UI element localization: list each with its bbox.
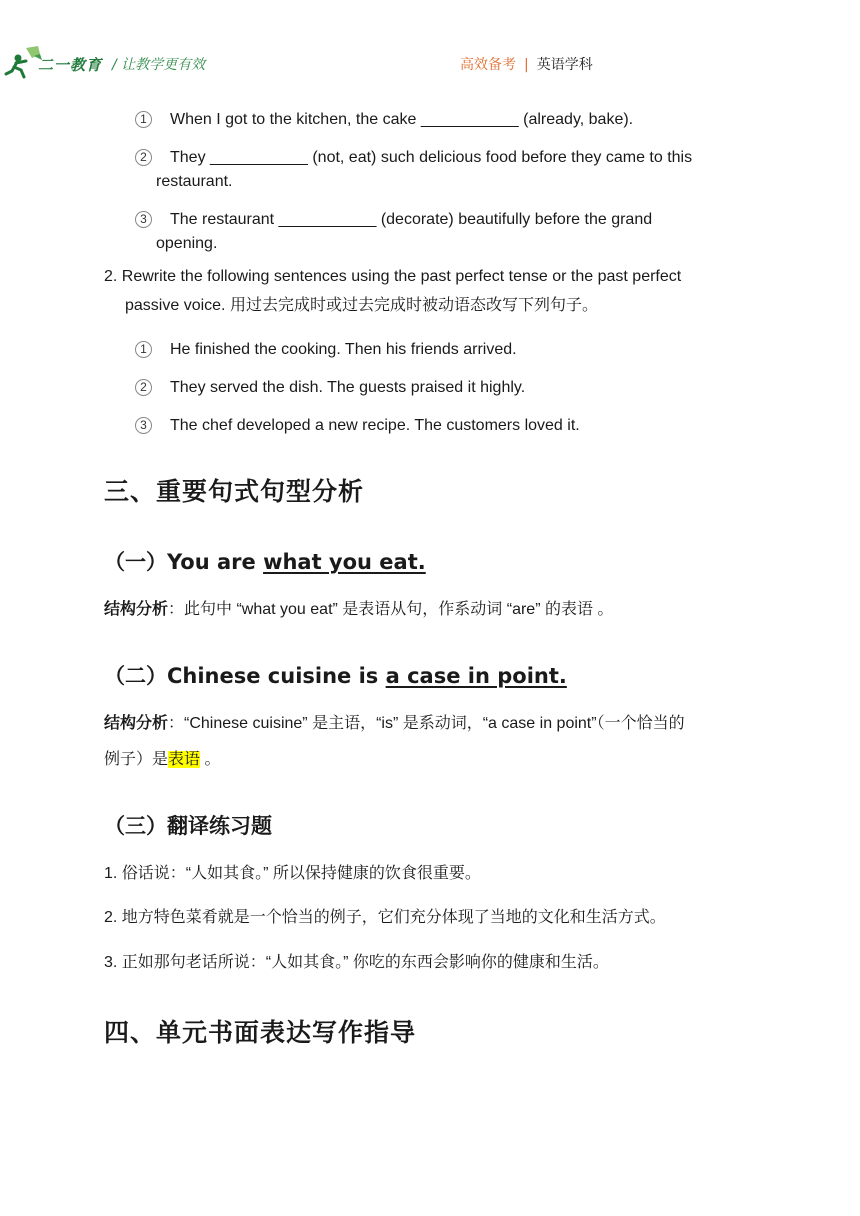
page-header — [0, 0, 860, 80]
sentence2-prefix: （二）Chinese cuisine is — [104, 664, 386, 688]
sentence2-analysis-line2 — [104, 748, 220, 772]
analysis-text-pre: 例子）是 — [104, 751, 169, 768]
header-right — [460, 54, 593, 74]
analysis-label: 结构分析 — [104, 601, 169, 618]
translation-item-1: 1. 俗话说：“人如其食。” 所以保持健康的饮食很重要。 — [104, 865, 481, 882]
exercise2-instruction-line1: 2. Rewrite the following sentences using the past perfect tense or the past perfect — [104, 268, 682, 285]
item-number-badge: 3 — [135, 417, 152, 434]
exercise1-item-3-line1: The restaurant ___________ (decorate) beautifully before the grand — [170, 211, 653, 228]
highlighted-term: 表语 — [168, 751, 201, 768]
exercise2-item-1: He finished the cooking. Then his friends arrived. — [170, 341, 517, 358]
sentence2-underlined: a case in point. — [385, 664, 567, 688]
sentence1-heading — [104, 546, 426, 576]
translation-heading: （三）翻译练习题 — [104, 814, 272, 838]
translation-item-3: 3. 正如那句老话所说：“人如其食。” 你吃的东西会影响你的健康和生活。 — [104, 954, 609, 971]
sentence1-underlined: what you eat. — [263, 550, 426, 574]
sentence2-heading — [104, 660, 567, 690]
exercise2-item-3: The chef developed a new recipe. The customers loved it. — [170, 417, 580, 434]
item-number-badge: 3 — [135, 211, 152, 228]
exercise1-item-2-line2: restaurant. — [156, 173, 233, 190]
header-subject-label: 英语学科 — [536, 57, 593, 73]
analysis-label: 结构分析 — [104, 715, 169, 732]
analysis-text: ：此句中 “what you eat” 是表语从句，作系动词 “are” 的表语 。 — [168, 601, 614, 618]
translation-item-2: 2. 地方特色菜肴就是一个恰当的例子，它们充分体现了当地的文化和生活方式。 — [104, 909, 666, 926]
brand-name: 二一教育 — [38, 56, 103, 74]
section4-title: 四、单元书面表达写作指导 — [104, 1018, 417, 1047]
exercise2-instruction-line2: passive voice. 用过去完成时或过去完成时被动语态改写下列句子。 — [125, 297, 598, 314]
sentence2-analysis-line1 — [104, 712, 685, 736]
exercise1-item-3-line2: opening. — [156, 235, 218, 252]
section3-title: 三、重要句式句型分析 — [104, 477, 365, 506]
exercise1-item-1: When I got to the kitchen, the cake ___________ (already, bake). — [170, 111, 634, 128]
exercise2-item-2: They served the dish. The guests praised it highly. — [170, 379, 526, 396]
header-exam-label: 高效备考 — [460, 57, 516, 73]
item-number-badge: 2 — [135, 379, 152, 396]
analysis-text-post: 。 — [200, 751, 221, 768]
brand-slogan: / 让教学更有效 — [112, 57, 206, 73]
sentence1-prefix: （一）You are — [104, 550, 264, 574]
header-separator: | — [524, 57, 529, 73]
exercise1-item-2-line1: They ___________ (not, eat) such delicious food before they came to this — [170, 149, 693, 166]
analysis-text: ：“Chinese cuisine” 是主语，“is” 是系动词，“a case in point”（一个恰当的 — [168, 715, 685, 732]
item-number-badge: 1 — [135, 341, 152, 358]
sentence1-analysis — [104, 598, 613, 622]
item-number-badge: 1 — [135, 111, 152, 128]
item-number-badge: 2 — [135, 149, 152, 166]
